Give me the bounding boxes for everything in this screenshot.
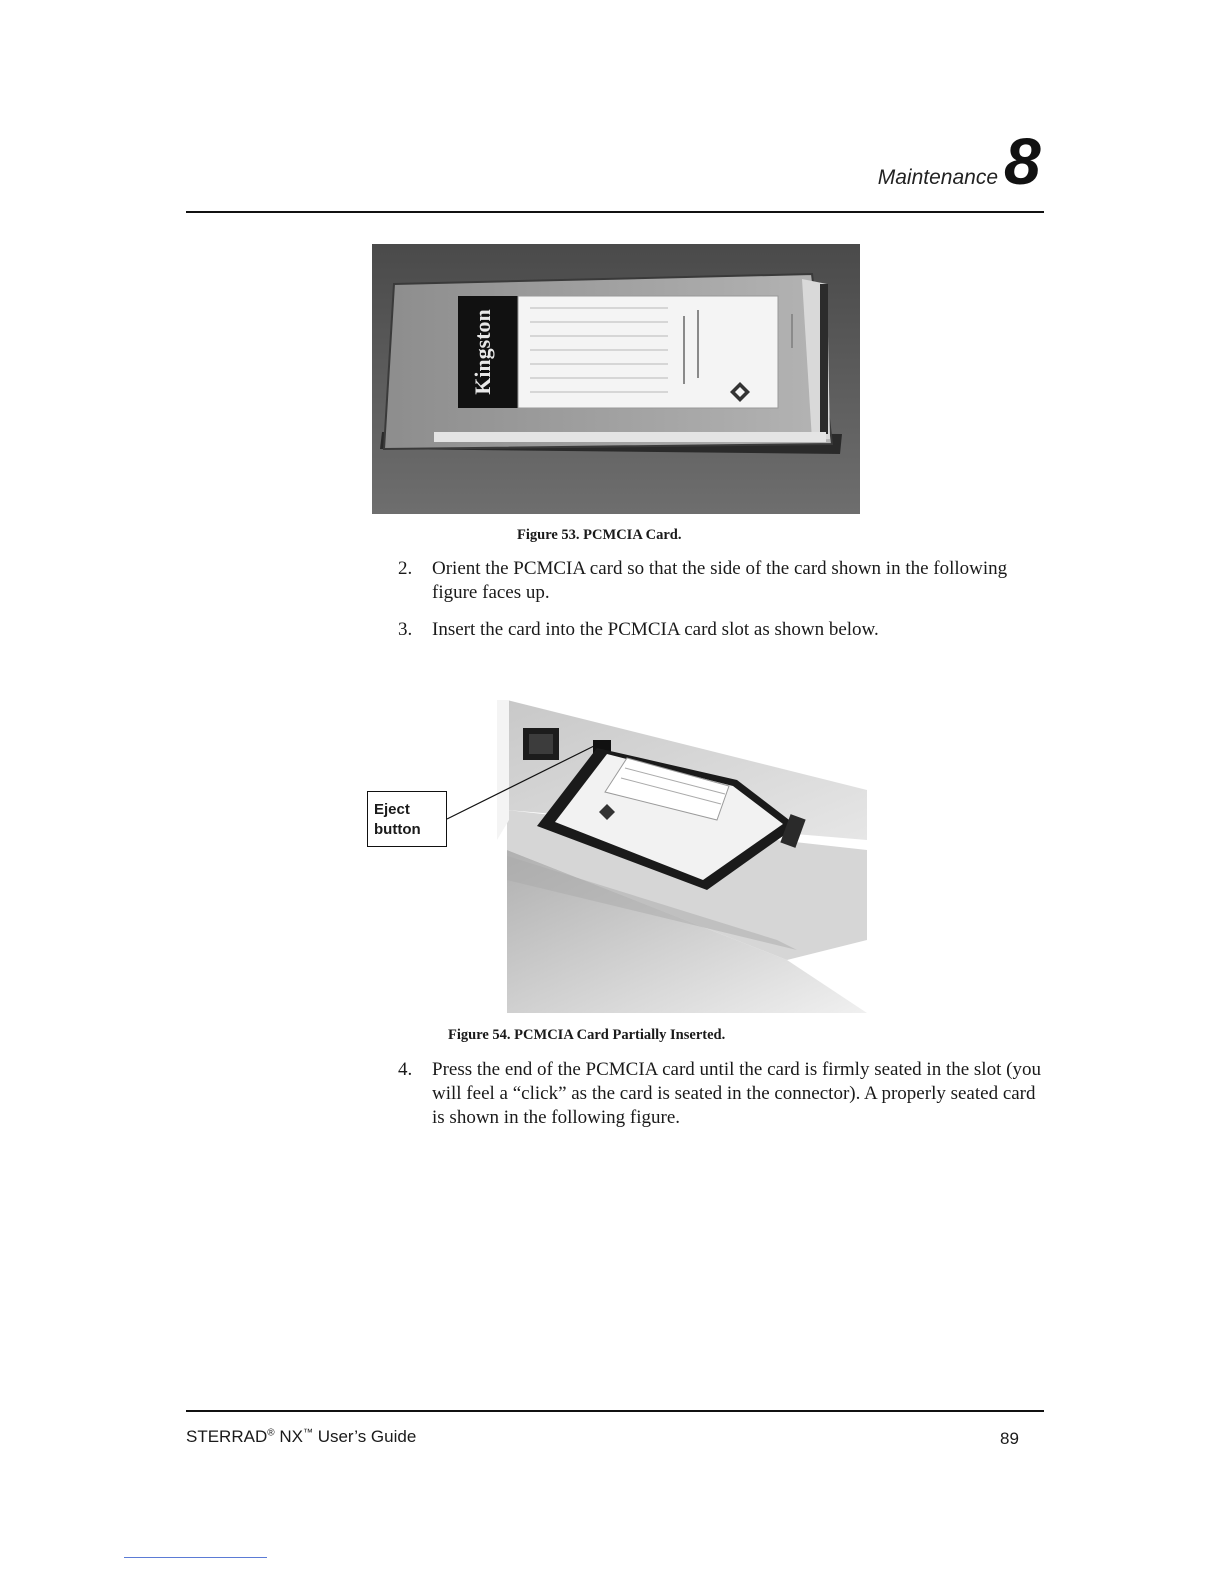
eject-button-callout [367, 791, 447, 847]
callout-line-2: button [374, 821, 421, 838]
figure-54-caption: Figure 54. PCMCIA Card Partially Inserted. [448, 1027, 726, 1043]
footer-product: NX [279, 1427, 303, 1446]
footer-brand: STERRAD [186, 1427, 268, 1446]
margin-link-line [124, 1557, 267, 1558]
trademark-mark: ™ [302, 1427, 313, 1439]
card-brand-label: Kingston [470, 309, 495, 395]
chapter-title: Maintenance [877, 166, 998, 189]
page-number: 89 [1000, 1429, 1019, 1448]
footer-rule [186, 1410, 1044, 1412]
step-text: Press the end of the PCMCIA card until the card is firmly seated in the slot (you will feel a “click” as the card is seated in the connector). A properly seated card is shown in the following figure. [432, 1059, 1041, 1128]
step-number: 2. [398, 558, 413, 579]
chapter-number: 8 [1004, 124, 1041, 198]
figure-53-caption: Figure 53. PCMCIA Card. [517, 527, 682, 543]
step-number: 3. [398, 619, 413, 640]
pcmcia-card-inserted-photo [497, 700, 867, 1013]
pcmcia-card-photo [372, 244, 860, 514]
registered-mark: ® [267, 1427, 275, 1439]
header-rule [186, 211, 1044, 213]
step-text: Insert the card into the PCMCIA card slot as shown below. [432, 619, 879, 640]
callout-line-1: Eject [374, 801, 410, 818]
step-number: 4. [398, 1059, 413, 1080]
footer-suffix: User’s Guide [317, 1427, 417, 1446]
step-text: Orient the PCMCIA card so that the side of the card shown in the following figure faces up. [432, 558, 1008, 603]
footer-document-title [186, 1427, 416, 1447]
